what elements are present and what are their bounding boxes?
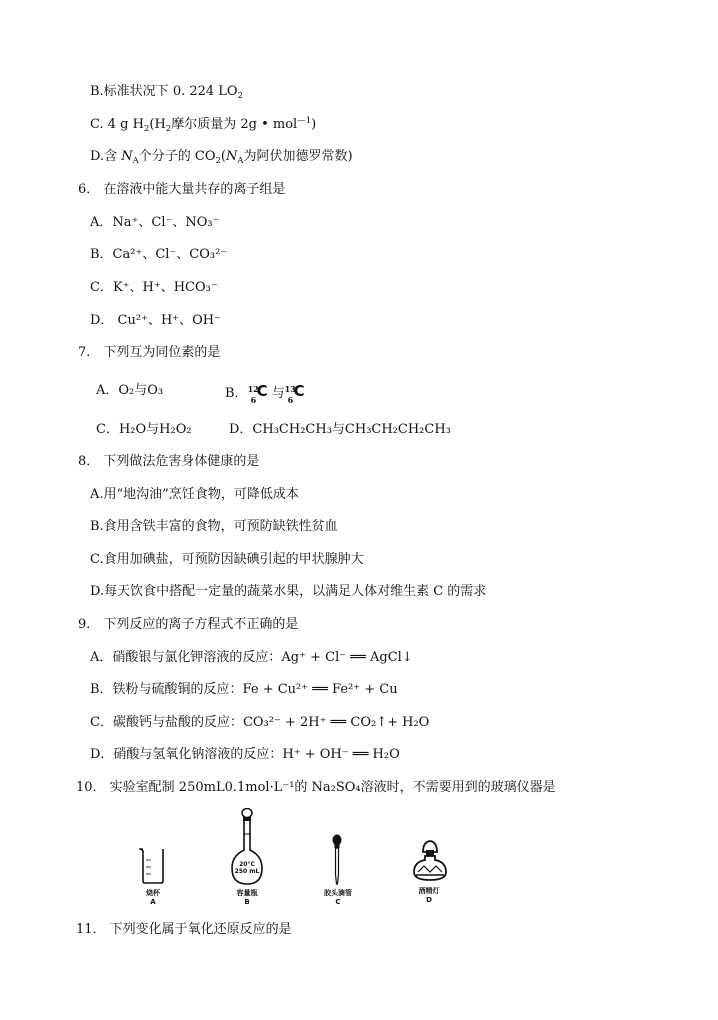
q5-option-d: D.含 $N_A$个分子的 $CO_2(N_A$为阿伏加德罗常数) xyxy=(90,149,353,166)
apparatus-d-letter: D xyxy=(426,896,432,904)
q9-option-c: C．碳酸钙与盐酸的反应：CO₃²⁻ + 2H⁺ ══ CO₂↑+ H₂O xyxy=(90,715,430,730)
apparatus-c-name: 胶头滴管 xyxy=(324,889,352,897)
q9-stem: 9． 下列反应的离子方程式不正确的是 xyxy=(78,617,299,632)
apparatus-a-name: 烧杯 xyxy=(146,889,160,897)
q7-option-a: A．O₂与O₃ xyxy=(96,383,164,398)
q7-stem: 7． 下列互为同位素的是 xyxy=(78,345,221,360)
apparatus-c-letter: C xyxy=(335,898,341,906)
q6-option-a: A．Na⁺、Cl⁻、NO₃⁻ xyxy=(90,215,220,230)
beaker-icon xyxy=(138,846,168,884)
q8-option-c: C.食用加碘盐，可预防因缺碘引起的甲状腺肿大 xyxy=(90,552,364,567)
alcohol-lamp-icon xyxy=(410,838,450,882)
flask-label: 20°C 250 mL xyxy=(234,861,260,875)
q9-option-d: D．硝酸与氢氧化钠溶液的反应：H⁺ + OH⁻ ══ H₂O xyxy=(90,747,400,762)
q11-stem: 11． 下列变化属于氧化还原反应的是 xyxy=(76,922,292,937)
q6-option-d: D． Cu²⁺、H⁺、OH⁻ xyxy=(90,313,222,328)
q6-option-b: B．Ca²⁺、Cl⁻、CO₃²⁻ xyxy=(90,247,228,262)
q8-option-d: D.每天饮食中搭配一定量的蔬菜水果，以满足人体对维生素 C 的需求 xyxy=(90,584,487,599)
apparatus-d-name: 酒精灯 xyxy=(418,887,440,895)
isotope-c13: 13 6 C xyxy=(284,382,305,405)
q10-stem: 10． 实验室配制 250mL0.1mol·L⁻¹的 Na₂SO₄溶液时，不需要用到的玻璃仪器是 xyxy=(76,780,556,795)
q5-option-c: C. 4 g $H_2(H_2$摩尔质量为 2g • mol$^{—1}$) xyxy=(90,116,317,134)
q9-option-b: B．铁粉与硫酸铜的反应：Fe + Cu²⁺ ══ Fe²⁺ + Cu xyxy=(90,682,398,697)
q8-option-b: B.食用含铁丰富的食物，可预防缺铁性贫血 xyxy=(90,519,338,534)
q8-option-a: A.用“地沟油”烹饪食物，可降低成本 xyxy=(90,487,299,502)
q7-option-c: C．H₂O与H₂O₂ xyxy=(96,422,192,437)
q7-option-d: D．CH₃CH₂CH₃与CH₃CH₂CH₂CH₃ xyxy=(229,422,451,437)
q6-stem: 6． 在溶液中能大量共存的离子组是 xyxy=(78,182,286,197)
q7-option-b: B． 12 6 C 与 13 6 C xyxy=(225,382,309,403)
apparatus-b-name: 容量瓶 xyxy=(236,889,258,897)
isotope-c12: 12 6 C xyxy=(247,382,268,405)
q9-option-a: A．硝酸银与氯化钾溶液的反应：Ag⁺ + Cl⁻ ══ AgCl↓ xyxy=(90,650,413,665)
q5-option-b: B.标准状况下 0. 224 $LO_2$ xyxy=(90,84,244,101)
q8-stem: 8． 下列做法危害身体健康的是 xyxy=(78,454,260,469)
apparatus-b-letter: B xyxy=(244,898,250,906)
q6-option-c: C．K⁺、H⁺、HCO₃⁻ xyxy=(90,280,218,295)
dropper-icon xyxy=(330,834,344,886)
apparatus-a-letter: A xyxy=(150,898,156,906)
